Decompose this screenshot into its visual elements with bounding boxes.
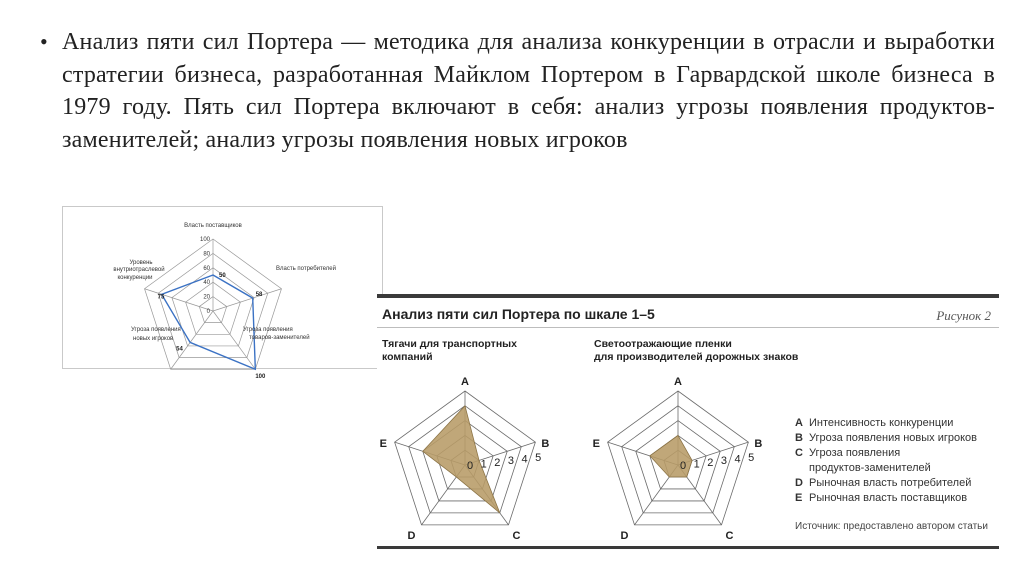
right-subtitle-line-1: Светоотражающие пленки — [594, 338, 732, 350]
axis-label-rivalry-1: Уровень — [129, 260, 153, 266]
axis-label-rivalry-2: внутриотраслевой — [113, 267, 165, 273]
radar-scale-label: 4 — [521, 453, 528, 466]
porter-scale-figure — [377, 294, 999, 550]
radar-1-svg — [63, 207, 382, 381]
radar-scale-label: 2 — [494, 456, 501, 469]
porter-radar-chart-1 — [62, 206, 383, 381]
radar-scale-label: 4 — [734, 453, 741, 466]
legend-item-b — [795, 431, 977, 446]
radar-1-tick-label: 100 — [199, 237, 210, 243]
legend-key — [795, 461, 809, 476]
axis-label-new-players-2: новых игроков — [133, 336, 174, 342]
figure-legend — [795, 416, 977, 506]
radar-scale-label: 5 — [748, 452, 755, 464]
radar-1-series-line — [162, 275, 256, 369]
radar-1-tick-label: 0 — [206, 309, 210, 315]
axis-label-suppliers: Власть поставщиков — [184, 223, 242, 229]
legend-key: B — [795, 432, 803, 444]
radar-axis-letter: C — [725, 529, 734, 542]
legend-key: E — [795, 492, 803, 504]
radar-scale-label: 3 — [507, 455, 514, 468]
legend-key: D — [795, 477, 803, 489]
radar-1-value-label: 75 — [157, 294, 165, 301]
radar-scale-label: 2 — [707, 456, 714, 469]
radar-axis-letter: A — [674, 376, 682, 388]
bullet-marker: • — [40, 29, 48, 54]
radar-axis-letter: D — [620, 529, 629, 542]
axis-label-rivalry-3: конкуренции — [117, 275, 153, 281]
left-subtitle-line-1: Тягачи для транспортных — [382, 338, 517, 350]
right-subtitle-line-2: для производителей дорожных знаков — [594, 351, 799, 363]
radar-1-tick-label: 20 — [203, 294, 210, 301]
legend-item-c — [795, 446, 977, 461]
axis-label-new-players-1: Угроза появления — [131, 327, 181, 333]
figure-source: Источник: предоставлено автором статьи — [795, 521, 988, 532]
radar-axis-letter: D — [407, 529, 416, 542]
legend-item-a — [795, 416, 977, 431]
bullet-paragraph — [40, 26, 995, 156]
paragraph-text: Анализ пяти сил Портера — методика для анализа конкуренции в отрасли и выработки стратегии бизнеса, разработанная Майклом Портером в Гарвардской школе бизнеса в 1979 году. Пять сил Портера включают в себя: анализ угрозы появления продуктов-заменителей; анализ угрозы появления новых игроков — [62, 29, 995, 153]
radar-axis-letter: B — [754, 438, 763, 451]
legend-label: Угроза появления новых игроков — [809, 432, 978, 444]
radar-series-area — [423, 406, 500, 513]
radar-axis-letter: A — [461, 376, 469, 388]
radar-scale-label: 1 — [480, 458, 487, 471]
radar-trucks — [380, 376, 550, 542]
radar-1-spoke — [213, 289, 281, 311]
legend-key: A — [795, 417, 803, 429]
legend-item-c-cont — [795, 461, 977, 476]
radar-scale-label: 3 — [720, 455, 727, 468]
radar-1-tick-label: 60 — [203, 265, 210, 272]
radar-scale-label: 1 — [693, 458, 700, 471]
radar-axis-letter: E — [379, 438, 387, 451]
axis-label-substitutes-2: товаров-заменителей — [249, 335, 310, 341]
figure-bottom-rule — [377, 546, 999, 549]
axis-label-buyers: Власть потребителей — [276, 266, 336, 272]
radar-1-value-label: 54 — [176, 346, 183, 353]
legend-item-e — [795, 491, 977, 506]
legend-label: Угроза появления — [809, 447, 901, 459]
axis-label-substitutes-1: Угроза появления — [243, 327, 293, 333]
figure-number: Рисунок 2 — [936, 308, 991, 323]
figure-title: Анализ пяти сил Портера по шкале 1–5 — [382, 306, 655, 322]
radar-scale-label: 0 — [680, 460, 687, 472]
radar-axis-letter: E — [592, 438, 600, 451]
legend-item-d — [795, 476, 977, 491]
radar-1-value-label: 58 — [255, 292, 263, 299]
legend-label: Рыночная власть поставщиков — [809, 492, 968, 504]
radar-1-tick-label: 80 — [203, 251, 210, 258]
radar-1-series — [162, 275, 256, 369]
legend-key: C — [795, 447, 803, 459]
radar-films — [593, 376, 763, 542]
radar-scale-label: 0 — [467, 460, 474, 472]
radar-1-tick-label: 40 — [203, 280, 210, 287]
radar-1-value-label: 100 — [255, 374, 266, 381]
radar-1-value-label: 50 — [219, 273, 226, 279]
radar-scale-label: 5 — [535, 452, 542, 464]
radar-1-grid — [145, 239, 282, 369]
left-subtitle-line-2: компаний — [382, 351, 433, 363]
legend-label: Интенсивность конкуренции — [809, 417, 954, 429]
legend-label: Рыночная власть потребителей — [809, 477, 972, 489]
radar-axis-letter: C — [512, 529, 521, 542]
radar-axis-letter: B — [541, 438, 550, 451]
legend-label: продуктов-заменителей — [809, 462, 931, 474]
